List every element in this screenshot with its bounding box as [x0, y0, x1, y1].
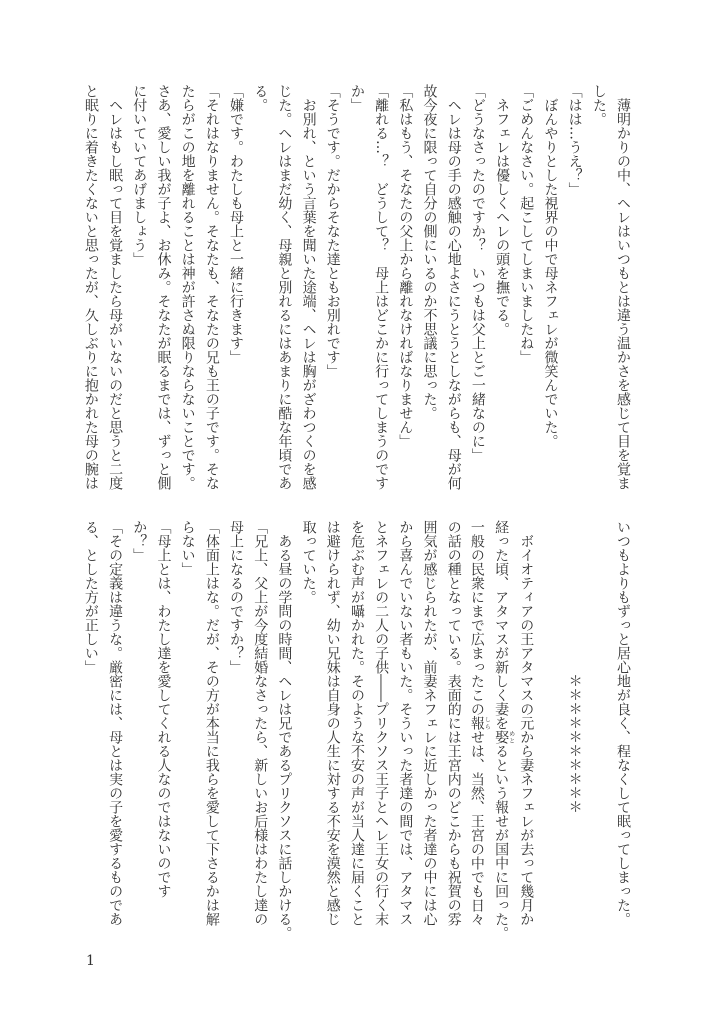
text-column: 「どうなさったのですか？ いつもは父上とご一緒なのに」	[469, 84, 486, 462]
text-column: 「そうです。だからそなた達ともお別れです」	[324, 84, 341, 378]
text-column: に付いていてあげましょう」	[131, 84, 148, 266]
text-segment: せは、当然、王宮の中でも日々	[468, 730, 485, 926]
text-segment: るという報せが国中に回った。	[493, 744, 510, 940]
text-column: 「体面上はな。だが、その方が本当に我らを愛して下さるかは解	[203, 520, 220, 926]
text-column: らない」	[179, 520, 196, 576]
ruby-annotation	[493, 730, 515, 744]
text-column: とネフェレの二人の子供――プリクソス王子とヘレ王女の行く末	[373, 520, 390, 926]
text-column: 「離れる…？ どうして？ 母上はどこかに行ってしまうのです	[373, 84, 390, 490]
ruby-annotation	[468, 716, 491, 730]
text-column: 「母上とは、わたし達を愛してくれる人なのではないのです	[155, 520, 172, 898]
text-column: 取っていた。	[300, 520, 317, 604]
text-column: 母上になるのですか？」	[228, 520, 244, 674]
text-segment: 経った頃、アタマスが新しく妻を	[493, 520, 510, 730]
text-column: ある昼の学問の時間、ヘレは兄であるプリクソスに話しかける。	[276, 520, 293, 940]
text-column: 囲気が感じられたが、前妻ネフェレに近しかった者達の中には心	[421, 520, 438, 926]
text-column: か？」	[131, 520, 148, 562]
text-column: 「その定義は違うな。厳密には、母とは実の子を愛するものであ	[107, 520, 124, 926]
text-column: した。	[590, 84, 607, 126]
text-block-top	[78, 84, 635, 514]
text-column: から喜んでいない者もいた。そういった者達の間では、アタマス	[397, 520, 414, 926]
text-column: さあ、愛しい我が子よ、お休み。そなたが眠るまでは、ずっと側	[155, 84, 172, 490]
text-block-bottom	[78, 520, 635, 950]
text-column: ＊＊＊＊＊＊＊＊＊＊	[566, 520, 583, 814]
text-column: の話の種となっている。表面的には王宮内のどこからも祝賀の雰	[445, 520, 462, 926]
text-segment: 一般の民衆にまで広まったこの	[468, 520, 485, 716]
text-column: 「はは…うえ？」	[566, 84, 583, 196]
ruby-text: めと	[507, 730, 515, 744]
text-column: たらがこの地を離れることは神が許さぬ限りならないことです。	[179, 84, 196, 490]
text-column	[466, 520, 490, 950]
ruby-base: 報	[468, 716, 485, 730]
text-column: か」	[348, 84, 365, 112]
text-column: 「嫌です。わたしも母上と一緒に行きます」	[228, 84, 244, 364]
text-column	[538, 520, 562, 950]
text-column: お別れ、という言葉を聞いた途端、ヘレは胸がざわつくのを感	[300, 84, 317, 490]
text-column: 薄明かりの中、ヘレはいつもとは違う温かさを感じて目を覚ま	[615, 84, 631, 490]
text-column	[490, 520, 514, 950]
text-column: ヘレはもし眠って目を覚ましたら母がいないのだと思うと二度	[107, 84, 124, 490]
text-column: 「ごめんなさい。起こしてしまいましたね」	[518, 84, 535, 364]
text-column: を危ぶむ声が囁かれた。そのような不安の声が当人達に届くこと	[348, 520, 365, 926]
text-column: は避けられず、幼い兄妹は自身の人生に対する不安を漠然と感じ	[324, 520, 341, 926]
text-column: る、とした方が正しい」	[82, 520, 99, 674]
text-column: 「兄上、父上が今度結婚なさったら、新しいお后様はわたし達の	[252, 520, 269, 926]
text-column: じた。ヘレはまだ幼く、母親と別れるにはあまりに酷な年頃であ	[276, 84, 293, 490]
text-column: ネフェレは優しくヘレの頭を撫でる。	[494, 84, 511, 336]
text-column: 「それはなりません。そなたも、そなたの兄も王の子です。そな	[203, 84, 220, 490]
text-column: る。	[252, 84, 269, 112]
page-number: 1	[86, 953, 95, 969]
ruby-base: 娶	[493, 730, 510, 744]
text-column	[587, 520, 611, 950]
text-column: 「私はもう、そなたの父上から離れなければなりません」	[397, 84, 414, 448]
text-column: ボイオティアの王アタマスの元から妻ネフェレが去って幾月か	[518, 520, 535, 926]
text-column: いつもよりもずっと居心地が良く、程なくして眠ってしまった。	[615, 520, 631, 926]
text-column: ヘレは母の手の感触の心地よさにうとうとしながらも、母が何	[445, 84, 462, 490]
text-column: ぼんやりとした視界の中で母ネフェレが微笑んでいた。	[542, 84, 559, 448]
text-column: と眠りに着きたくないと思ったが、久しぶりに抱かれた母の腕は	[82, 84, 99, 490]
ruby-text: しら	[483, 716, 491, 730]
text-column: 故今夜に限って自分の側にいるのか不思議に思った。	[421, 84, 438, 420]
